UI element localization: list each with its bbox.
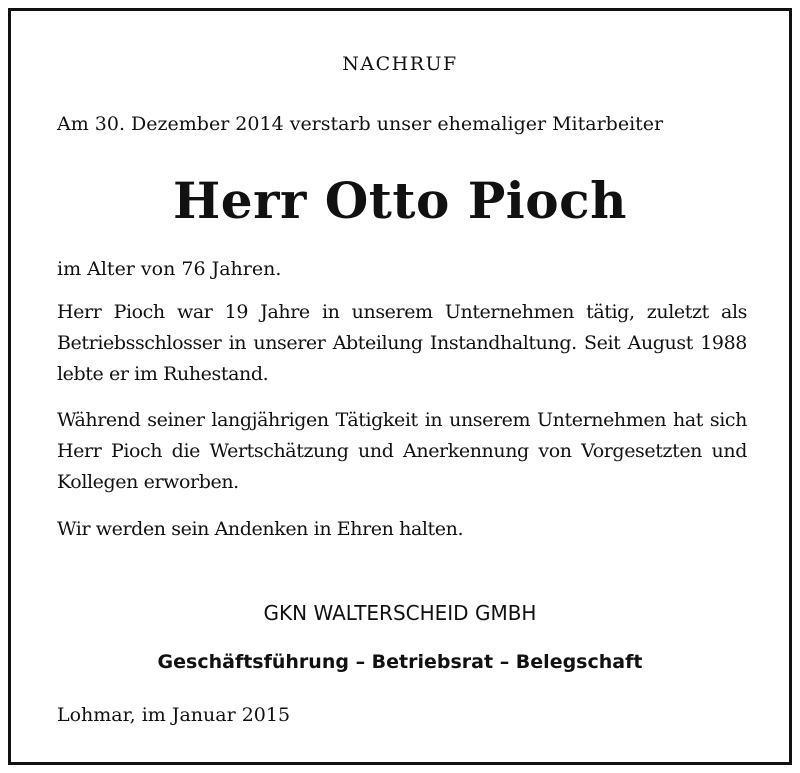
- career-paragraph: Herr Pioch war 19 Jahre in unserem Unternehmen tätig, zuletzt als Betriebsschlosser in unserer Abteilung Instandhaltung. Seit August 1988 lebte er im Ruhestand.: [57, 301, 747, 385]
- place-date: Lohmar, im Januar 2015: [57, 704, 291, 726]
- tribute-paragraph: Während seiner langjährigen Tätigkeit in unserem Unternehmen hat sich Herr Pioch die Wertschätzung und Anerkennung von Vorgesetzten und Kollegen erworben.: [57, 409, 747, 493]
- notice-heading: NACHRUF: [342, 53, 458, 75]
- company-name: GKN WALTERSCHEID GMBH: [263, 601, 537, 625]
- age-line: im Alter von 76 Jahren.: [57, 258, 282, 280]
- intro-line: Am 30. Dezember 2014 verstarb unser ehemaliger Mitarbeiter: [57, 113, 664, 135]
- closing-paragraph: Wir werden sein Andenken in Ehren halten.: [57, 518, 464, 540]
- deceased-name: Herr Otto Pioch: [173, 171, 627, 230]
- obituary-notice: [8, 8, 792, 765]
- signatories: Geschäftsführung – Betriebsrat – Belegschaft: [157, 651, 643, 673]
